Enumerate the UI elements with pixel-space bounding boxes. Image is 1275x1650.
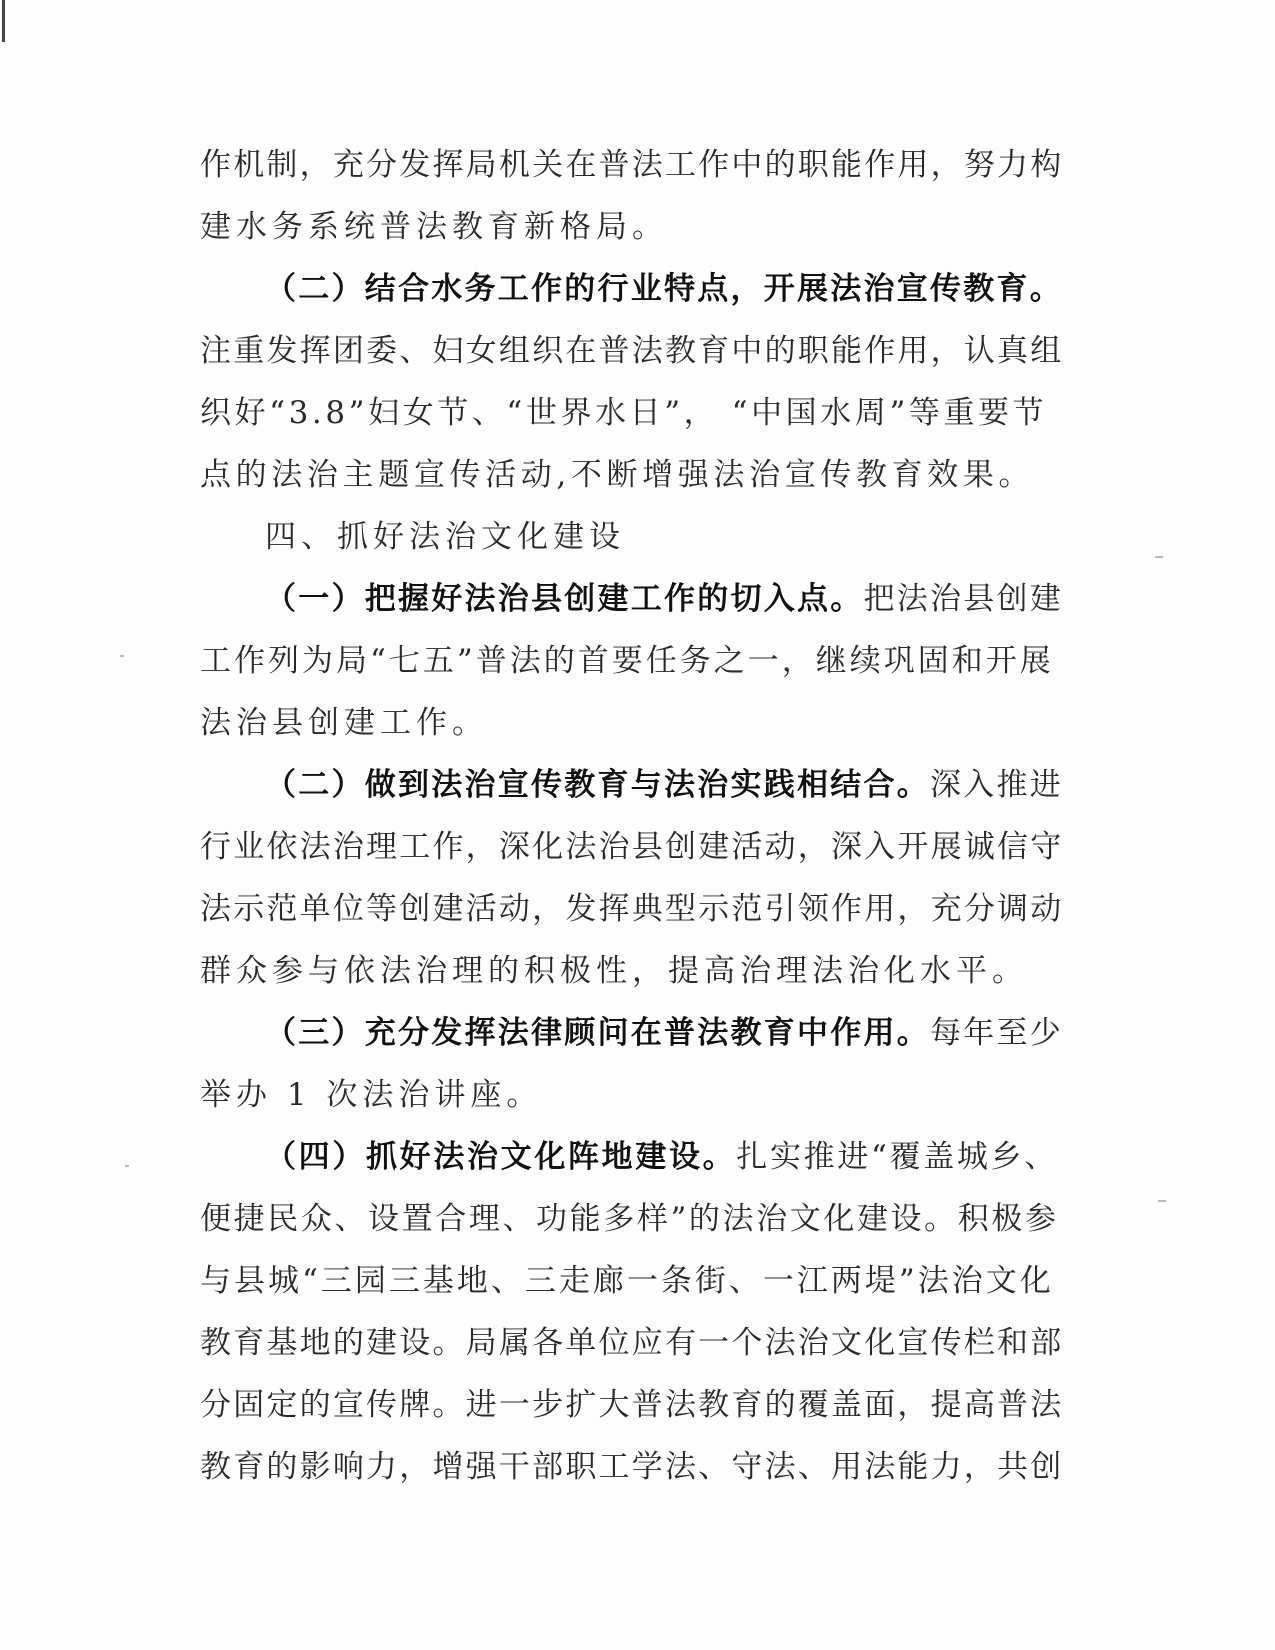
text-segment: 工作列为局“七五”普法的首要任务之一，继续巩固和开展 — [200, 643, 1054, 679]
heading-text: （一）把握好法治县创建工作的切入点。 — [265, 581, 864, 617]
heading-text: （三）充分发挥法律顾问在普法教育中作用。 — [265, 1015, 930, 1051]
text-line — [200, 878, 1063, 940]
heading-text: （二）做到法治宣传教育与法治实践相结合。 — [265, 767, 930, 803]
text-line — [200, 1436, 1063, 1498]
text-line — [200, 816, 1063, 878]
text-segment: 每年至少 — [930, 1015, 1063, 1051]
heading-text: （二）结合水务工作的行业特点，开展法治宣传教育。 — [265, 271, 1063, 307]
text-segment: 把法治县创建 — [863, 581, 1063, 617]
text-segment: 扎实推进“覆盖城乡、 — [736, 1139, 1058, 1175]
subsection-1 — [265, 568, 1063, 630]
text-line — [200, 1312, 1063, 1374]
heading-text: （四）抓好法治文化阵地建设。 — [265, 1139, 737, 1175]
text-line — [200, 940, 1028, 1002]
text-segment: 行业依法治理工作，深化法治县创建活动，深入开展诚信守 — [200, 829, 1064, 865]
section-title-text: 四、抓好法治文化建设 — [265, 519, 625, 555]
text-segment: 群众参与依法治理的积极性，提高治理法治化水平。 — [200, 953, 1028, 989]
scan-speck — [120, 655, 124, 657]
text-segment: 点的法治主题宣传活动,不断增强法治宣传教育效果。 — [200, 457, 1035, 493]
section-title-4 — [265, 506, 625, 568]
text-line — [200, 382, 1047, 444]
text-line — [200, 1064, 542, 1126]
scan-speck — [1155, 556, 1163, 558]
text-segment: 分固定的宣传牌。进一步扩大普法教育的覆盖面，提高普法 — [200, 1387, 1064, 1423]
subsection-2 — [265, 754, 1063, 816]
section-heading-2 — [265, 258, 1063, 320]
scan-edge-mark — [2, 0, 5, 42]
text-segment: 织好“3.8”妇女节、“世界水日”， “中国水周”等重要节 — [200, 395, 1048, 431]
text-line — [200, 1250, 1054, 1312]
text-segment: 建水务系统普法教育新格局。 — [200, 209, 668, 245]
text-line — [200, 1188, 1059, 1250]
subsection-4 — [265, 1126, 1058, 1188]
scan-speck — [1158, 1200, 1166, 1202]
text-segment: 作机制，充分发挥局机关在普法工作中的职能作用，努力构 — [200, 147, 1064, 183]
text-segment: 与县城“三园三基地、三走廊一条街、一江两堤”法治文化 — [200, 1263, 1054, 1299]
text-segment: 注重发挥团委、妇女组织在普法教育中的职能作用，认真组 — [200, 333, 1064, 369]
subsection-3 — [265, 1002, 1063, 1064]
text-line — [200, 692, 488, 754]
text-segment: 便捷民众、设置合理、功能多样”的法治文化建设。积极参 — [200, 1201, 1059, 1237]
scan-speck — [125, 1165, 129, 1167]
text-line — [200, 320, 1063, 382]
text-segment: 法治县创建工作。 — [200, 705, 488, 741]
text-segment: 教育基地的建设。局属各单位应有一个法治文化宣传栏和部 — [200, 1325, 1064, 1361]
text-line — [200, 134, 1063, 196]
text-segment: 法示范单位等创建活动，发挥典型示范引领作用，充分调动 — [200, 891, 1064, 927]
text-segment: 深入推进 — [930, 767, 1063, 803]
text-segment: 教育的影响力，增强干部职工学法、守法、用法能力，共创 — [200, 1449, 1064, 1485]
text-line — [200, 1374, 1063, 1436]
text-line — [200, 444, 1034, 506]
text-line — [200, 196, 668, 258]
text-line — [200, 630, 1054, 692]
text-segment: 举办 1 次法治讲座。 — [200, 1077, 543, 1113]
